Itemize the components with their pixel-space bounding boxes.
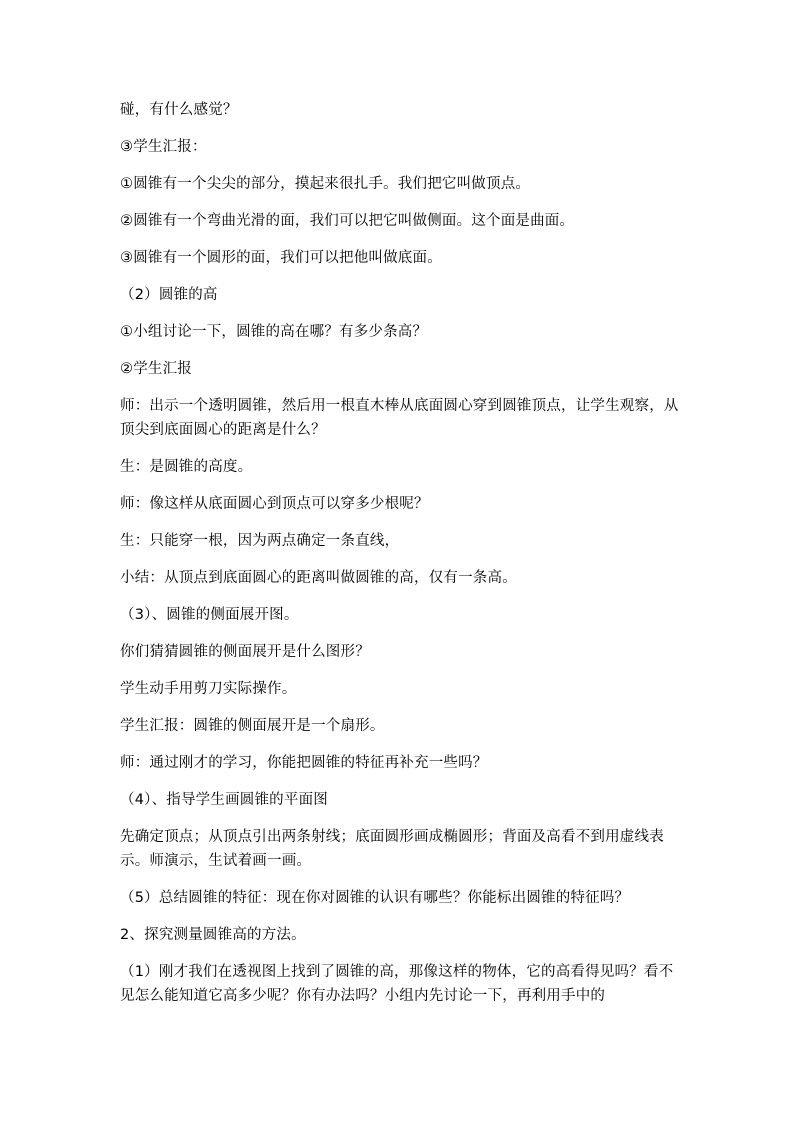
paragraph: 师：出示一个透明圆锥，然后用一根直木棒从底面圆心穿到圆锥顶点，让学生观察，从顶尖到底面圆心的距离是什么？ [120,398,679,438]
paragraph: 生：只能穿一根，因为两点确定一条直线， [120,533,400,549]
document-body [120,98,680,1021]
paragraph: 师：通过刚才的学习，你能把圆锥的特征再补充一些吗？ [120,755,488,771]
section-heading: （3）、圆锥的侧面展开图。 [120,607,299,623]
paragraph: 先确定顶点；从顶点引出两条射线；底面圆形画成椭圆形；背面及高看不到用虚线表示。师演示，生试着画一画。 [120,829,664,869]
section-heading: （5）总结圆锥的特征：现在你对圆锥的认识有哪些？你能标出圆锥的特征吗？ [120,890,630,906]
paragraph: （1）刚才我们在透视图上找到了圆锥的高，那像这样的物体，它的高看得见吗？看不见怎么能知道它高多少呢？你有办法吗？小组内先讨论一下，再利用手中的 [120,964,674,1004]
paragraph: ③圆锥有一个圆形的面，我们可以把他叫做底面。 [120,250,442,266]
paragraph: 师：像这样从底面圆心到顶点可以穿多少根呢？ [120,496,429,512]
paragraph: 学生汇报：圆锥的侧面展开是一个扇形。 [120,718,385,734]
section-heading: （4）、指导学生画圆锥的平面图 [120,792,328,808]
paragraph: 小结：从顶点到底面圆心的距离叫做圆锥的高，仅有一条高。 [120,570,517,586]
section-heading: （2）圆锥的高 [120,287,218,303]
paragraph: 碰，有什么感觉？ [120,102,238,118]
paragraph: 学生动手用剪刀实际操作。 [120,681,297,697]
paragraph: ①小组讨论一下，圆锥的高在哪？有多少条高？ [120,324,428,340]
paragraph: ②学生汇报 [120,361,192,377]
section-heading: 2、探究测量圆锥高的方法。 [120,927,306,943]
paragraph: ①圆锥有一个尖尖的部分，摸起来很扎手。我们把它叫做顶点。 [120,176,531,192]
paragraph: ③学生汇报： [120,139,207,155]
paragraph: ②圆锥有一个弯曲光滑的面，我们可以把它叫做侧面。这个面是曲面。 [120,213,575,229]
paragraph: 生：是圆锥的高度。 [120,459,253,475]
paragraph: 你们猜猜圆锥的侧面展开是什么图形？ [120,644,370,660]
